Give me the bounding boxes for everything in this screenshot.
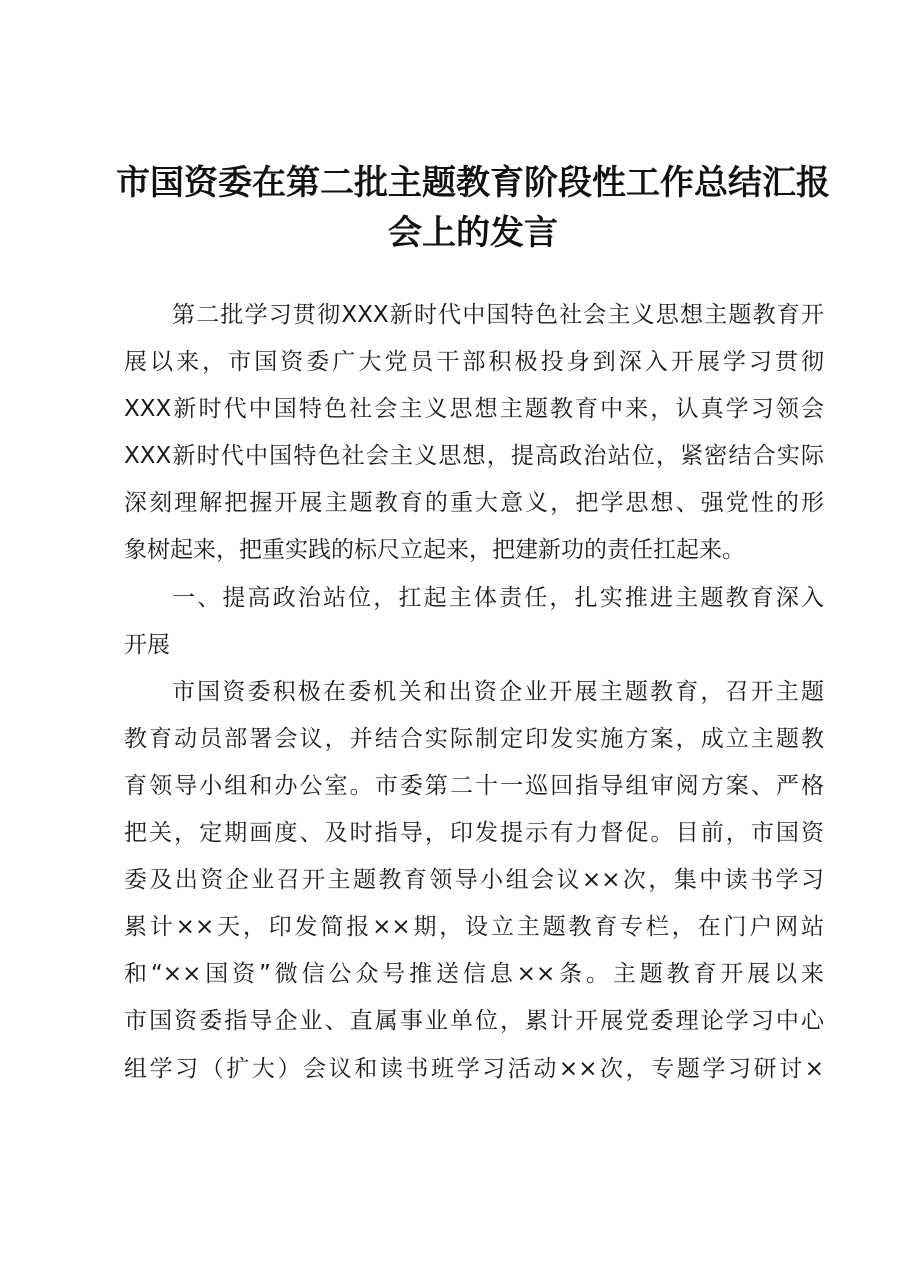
text-line: XXX新时代中国特色社会主义思想，提高政治站位，紧密结合实际 bbox=[124, 443, 824, 470]
text-line: XXX新时代中国特色社会主义思想主题教育中来，认真学习领会 bbox=[124, 396, 824, 423]
section-heading-1 bbox=[124, 575, 824, 669]
text-line: 委及出资企业召开主题教育领导小组会议××次，集中读书学习 bbox=[124, 867, 824, 894]
document-body bbox=[124, 292, 824, 1093]
text-line: 育领导小组和办公室。市委第二十一巡回指导组审阅方案、严格 bbox=[124, 772, 824, 799]
text-line: 和“××国资”微信公众号推送信息××条。主题教育开展以来 bbox=[124, 961, 824, 988]
paragraph-intro bbox=[124, 292, 824, 575]
paragraph-section-1 bbox=[124, 669, 824, 1093]
title-line-2: 会上的发言 bbox=[388, 213, 558, 253]
text-line: 把关，定期画度、及时指导，印发提示有力督促。目前，市国资 bbox=[124, 820, 824, 847]
text-line: 组学习（扩大）会议和读书班学习活动××次，专题学习研讨× bbox=[124, 1055, 824, 1082]
text-line: 累计××天，印发简报××期，设立主题教育专栏，在门户网站 bbox=[124, 914, 824, 941]
text-line: 市国资委积极在委机关和出资企业开展主题教育，召开主题 bbox=[172, 678, 824, 705]
text-line: 展以来，市国资委广大党员干部积极投身到深入开展学习贯彻 bbox=[124, 349, 824, 376]
text-line: 教育动员部署会议，并结合实际制定印发实施方案，成立主题教 bbox=[124, 725, 824, 752]
text-line: 象树起来，把重实践的标尺立起来，把建新功的责任扛起来。 bbox=[124, 537, 745, 564]
text-line: 深刻理解把握开展主题教育的重大意义，把学思想、强党性的形 bbox=[124, 490, 824, 517]
text-line: 开展 bbox=[124, 631, 170, 658]
text-line: 一、提高政治站位，扛起主体责任，扎实推进主题教育深入 bbox=[172, 584, 824, 611]
text-line: 市国资委指导企业、直属事业单位，累计开展党委理论学习中心 bbox=[124, 1008, 824, 1035]
document-title bbox=[110, 158, 836, 258]
text-line: 第二批学习贯彻XXX新时代中国特色社会主义思想主题教育开 bbox=[172, 302, 824, 328]
title-line-1: 市国资委在第二批主题教育阶段性工作总结汇报 bbox=[116, 163, 830, 203]
